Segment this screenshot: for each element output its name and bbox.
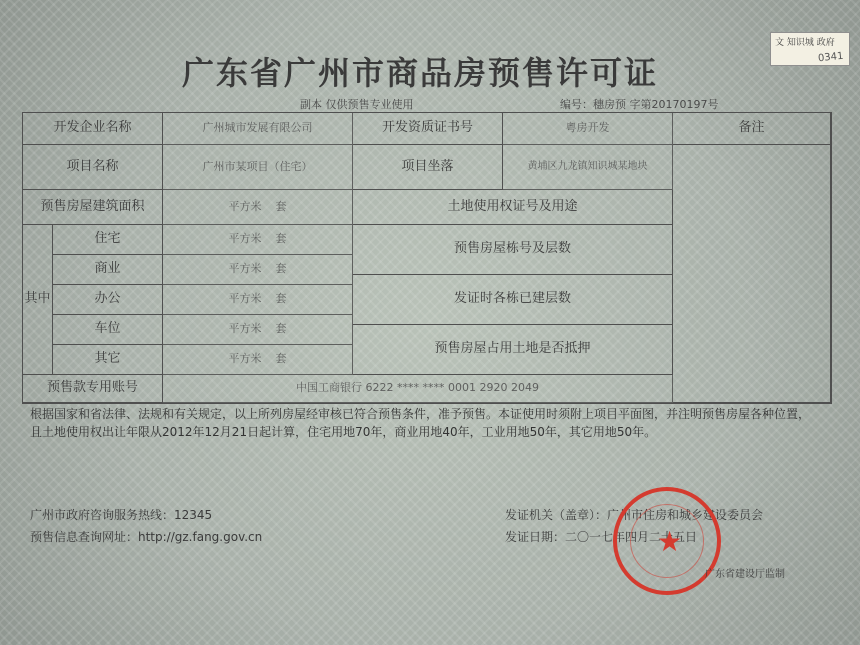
- sub-label-2: 商业: [53, 255, 163, 285]
- sub-value-5: [163, 345, 353, 375]
- handwritten-number: 0341: [817, 50, 844, 65]
- sub-value-1-unit: 平方米: [228, 232, 262, 246]
- corner-tag: [770, 32, 850, 66]
- sub-label-1: 住宅: [53, 225, 163, 255]
- subtitle: 副本 仅供预售专业使用: [300, 98, 414, 111]
- remark-area: [673, 145, 831, 403]
- cell-left-label-5: 预售款专用账号: [23, 375, 163, 403]
- serial-number: [560, 96, 719, 112]
- right-label-6: 预售房屋占用土地是否抵押: [353, 325, 673, 375]
- category-label: 其中: [23, 225, 53, 375]
- cell-left-value-1: 广州城市发展有限公司: [163, 113, 353, 145]
- cell-left-label-3: 预售房屋建筑面积: [23, 190, 163, 225]
- sub-value-4: [163, 315, 353, 345]
- sub-value-3-unit: 平方米: [228, 292, 262, 306]
- remark-label: 备注: [673, 113, 831, 145]
- cell-left-value-2: 广州市某项目（住宅）: [163, 145, 353, 190]
- website: 预售信息查询网址：http://gz.fang.gov.cn: [30, 529, 263, 544]
- cell-left-value-3-count: 套: [275, 199, 287, 213]
- cell-right-label-1: 开发资质证书号: [353, 113, 503, 145]
- cell-left-label-2: 项目名称: [23, 145, 163, 190]
- legal-note: 根据国家和省法律、法规和有关规定，以上所列房屋经审核已符合预售条件，准予预售。本证使用时须附上项目平面图，并注明预售房屋各种位置，且土地使用权出让年限从2012年12月21日起计算，住宅用地70年，商业用地40年，工业用地50年，其它用地50年。: [30, 407, 811, 439]
- sub-value-2-unit: 平方米: [228, 262, 262, 276]
- sub-value-4-count: 套: [275, 322, 287, 336]
- hotline: 广州市政府咨询服务热线：12345: [30, 508, 213, 522]
- cell-right-value-1: 粤房开发: [503, 113, 673, 145]
- sub-value-1: [163, 225, 353, 255]
- sub-value-4-unit: 平方米: [228, 322, 262, 336]
- right-label-5: 发证时各栋已建层数: [353, 275, 673, 325]
- sub-value-5-count: 套: [275, 352, 287, 366]
- sub-value-3: [163, 285, 353, 315]
- sub-value-1-count: 套: [275, 232, 287, 246]
- cell-left-label-1: 开发企业名称: [23, 113, 163, 145]
- issuer: 发证机关（盖章）：广州市住房和城乡建设委员会: [505, 508, 764, 522]
- corner-tag-label: 文 知识城 政府: [775, 38, 835, 48]
- seal-ring: [630, 504, 704, 578]
- sub-label-5: 其它: [53, 345, 163, 375]
- cell-left-value-3: [163, 190, 353, 225]
- sub-value-5-unit: 平方米: [228, 352, 262, 366]
- page-title: 广东省广州市商品房预售许可证: [181, 54, 658, 92]
- serial-label: 编号：穗房预: [560, 98, 626, 111]
- seal-note: 广东省建设厅监制: [705, 569, 785, 580]
- right-label-4: 预售房屋栋号及层数: [353, 225, 673, 275]
- sub-label-4: 车位: [53, 315, 163, 345]
- issue-date: 发证日期：二〇一七年四月二十五日: [505, 529, 698, 544]
- sub-label-3: 办公: [53, 285, 163, 315]
- sub-value-3-count: 套: [275, 292, 287, 306]
- cell-right-label-3: 土地使用权证号及用途: [353, 190, 673, 225]
- sub-value-2-count: 套: [275, 262, 287, 276]
- cell-right-value-2: 黄埔区九龙镇知识城某地块: [503, 145, 673, 190]
- cell-right-label-2: 项目坐落: [353, 145, 503, 190]
- cell-left-value-5: 中国工商银行 6222 **** **** 0001 2920 2049: [163, 375, 673, 403]
- license-table: [22, 112, 832, 404]
- serial-value: 字第20170197号: [629, 98, 719, 111]
- sub-value-2: [163, 255, 353, 285]
- footer-left: [30, 505, 262, 548]
- cell-left-value-3-unit: 平方米: [228, 199, 262, 213]
